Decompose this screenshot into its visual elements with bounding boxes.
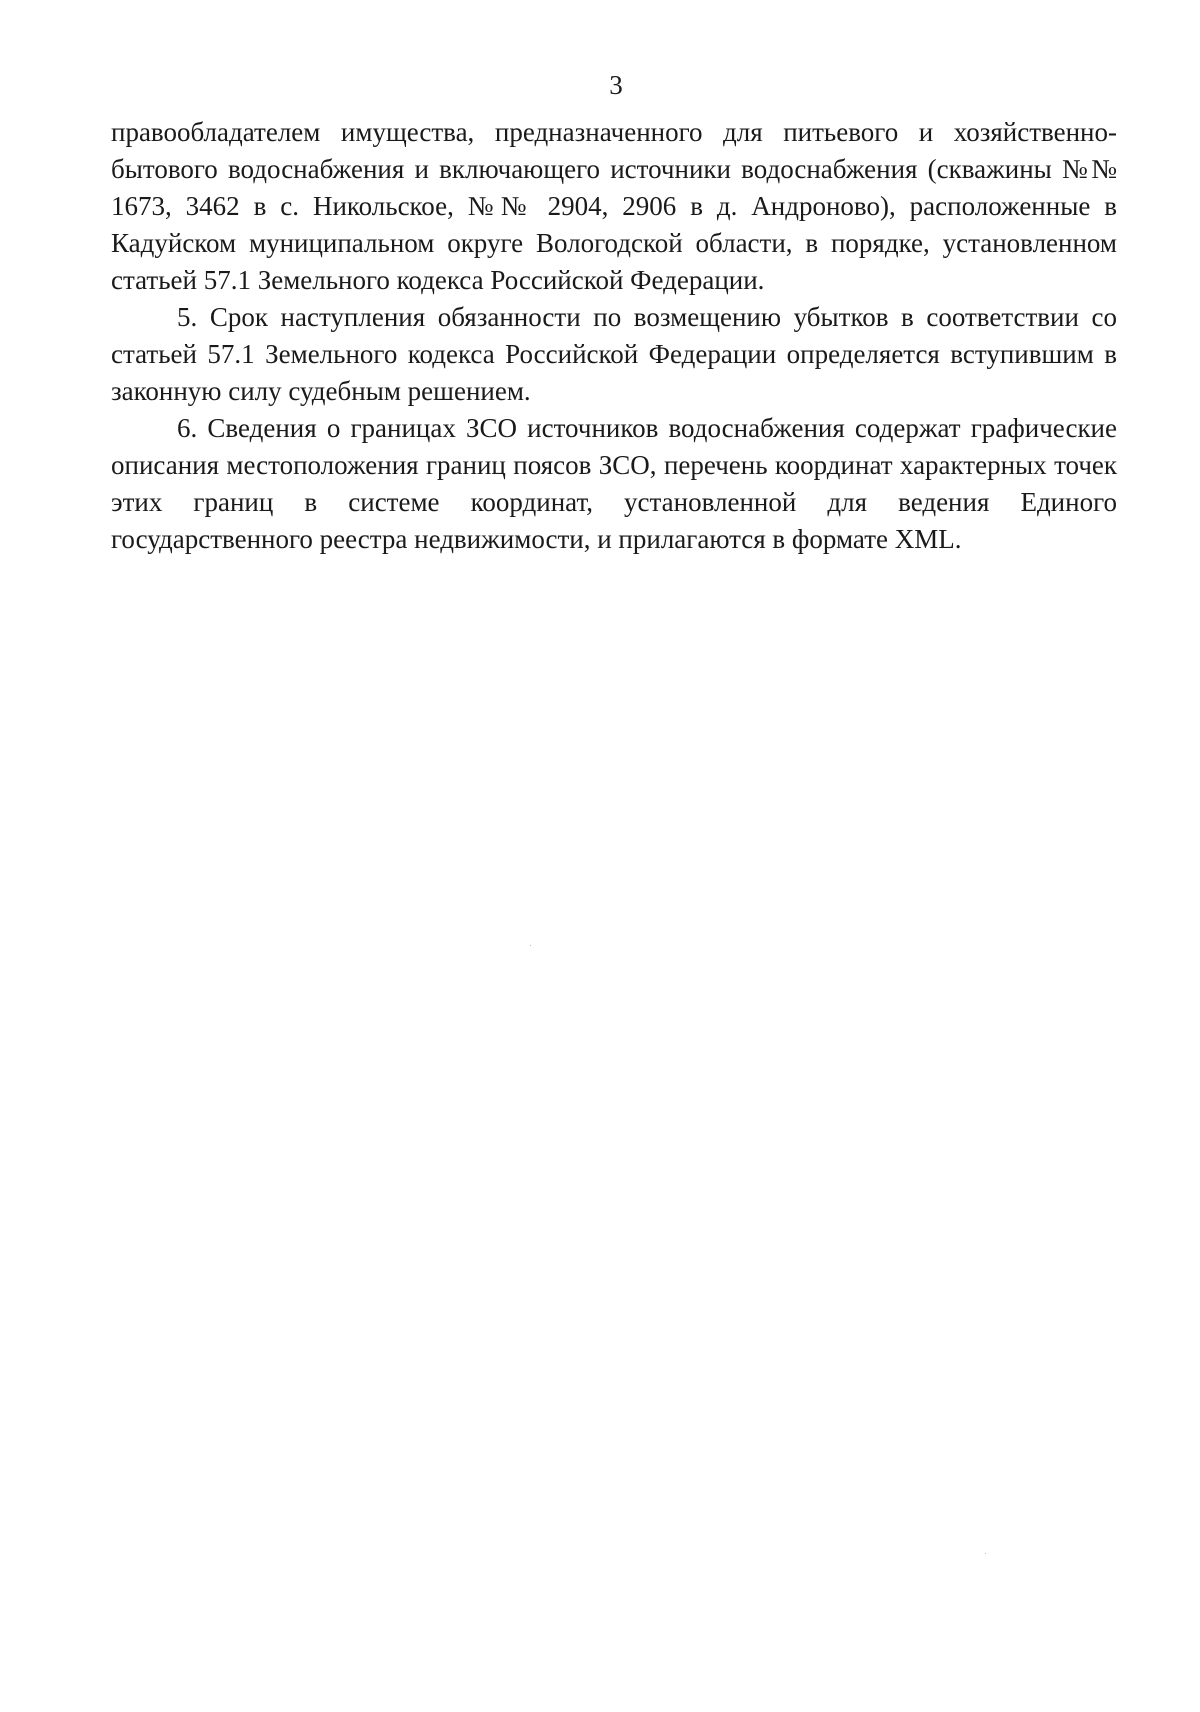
paragraph-item-6: 6. Сведения о границах ЗСО источников водоснабжения содержат графические описания местоположения границ поясов ЗСО, перечень координат характерных точек этих границ в системе координат, установленной для ведения Единого государственного реестра недвижимости, и прилагаются в формате XML. xyxy=(111,413,1117,554)
scan-speck xyxy=(985,1553,986,1554)
page-number: 3 xyxy=(609,70,623,100)
paragraph-continuation: правообладателем имущества, предназначенного для питьевого и хозяйственно-бытового водоснабжения и включающего источники водоснабжения (скважины №№ 1673, 3462 в с. Никольское, №№ 2904, 2906 в д. Андроново), расположенные в Кадуйском муниципальном округе Вологодской области, в порядке, установленном статьей 57.1 Земельного кодекса Российской Федерации. xyxy=(111,117,1117,295)
document-body xyxy=(111,114,1117,558)
paragraph-item-5: 5. Срок наступления обязанности по возмещению убытков в соответствии со статьей 57.1 Земельного кодекса Российской Федерации определяется вступившим в законную силу судебным решением. xyxy=(111,302,1117,406)
scan-speck xyxy=(530,945,531,946)
